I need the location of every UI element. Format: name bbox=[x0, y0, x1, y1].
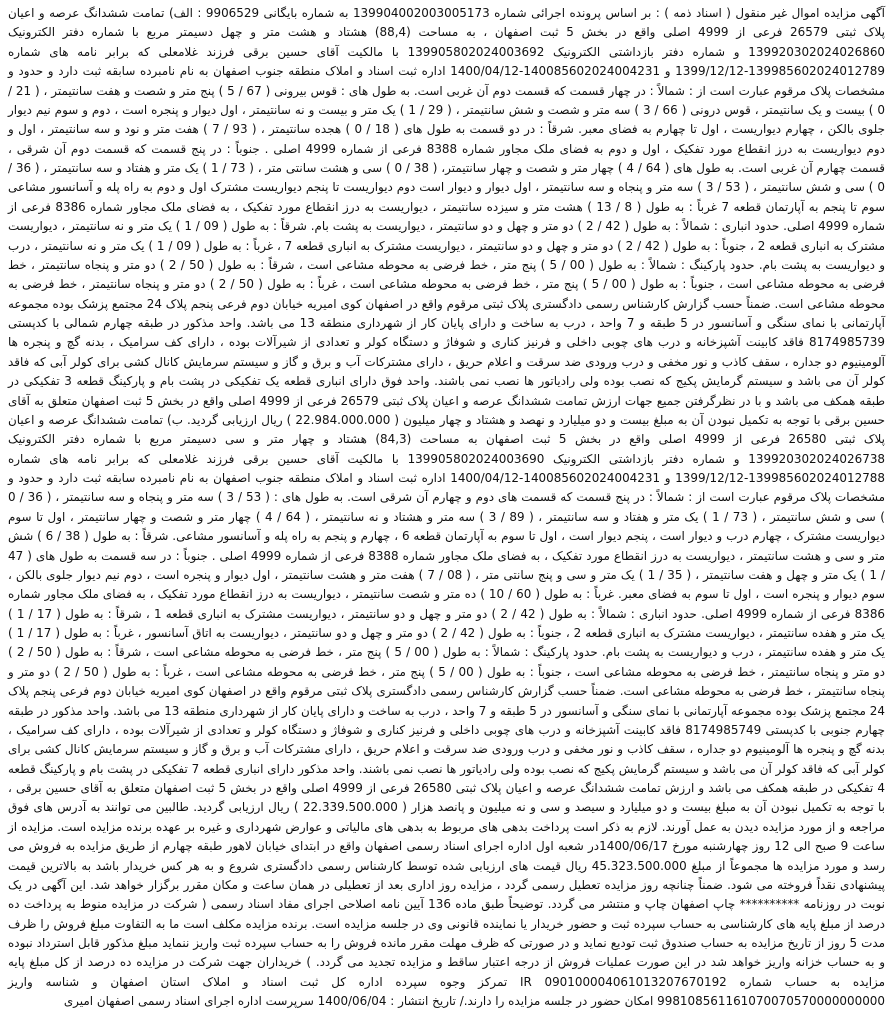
notice-paragraph: آگهی مزایده اموال غیر منقول ( اسناد ذمه ) : بر اساس پرونده اجرائی شماره 139904002003005173 به شماره بایگانی 9906529 : الف) تمامت ششدانگ عرصه و اعیان پلاک ثبتی 26579 فرعی از 4999 اصلی واقع در بخش 5 ثبت اصفهان ، به مساحت (88,4) هشتاد و هشت متر و چهل دسیمتر مربع با شماره دفتر الکترونیک 139920302024026860 و شماره دفتر بازداشتی الکترونیک 139905802024003692 با مالکیت آقای حسین برقی فرزند غلامعلی که برابر نامه های شماره 139985602024012789-1399/12/12 و 140085602024004231-1400/04/12 اداره ثبت اسناد و املاک منطقه جنوب اصفهان به نام نامبرده سابقه ثبت دارد و حدود و مشخصات پلاک مرقوم عبارت است از : شمالاً : در چهار قسمت که قسمت دوم آن غربی است. به طول های : قوس بیرونی ( 67 / 5 ) پنج متر و شصت و هفت سانتیمتر ، ( 21 / 0 ) بیست و یک سانتیمتر ، قوس درونی ( 66 / 3 ) سه متر و شصت و شش سانتیمتر ، ( 29 / 1 ) یک متر و بیست و نه سانتیمتر ، اول دیوار و پنجره است ، دوم و سوم نیم دیوار جلوی بالکن ، چهارم دیواریست ، اول تا چهارم به فضای معبر. شرقاً : در دو قسمت به طول های ( 18 / 0 ) هجده سانتیمتر ، ( 93 / 7 ) هفت متر و نود و سه سانتیمتر ، اول و دوم دیواریست به درز انقطاع مورد تفکیک ، اول و دوم به فضای ملک مجاور شماره 8388 فرعی از شماره 4999 اصلی . جنوباً : در پنج قسمت که قسمت دوم آن شرقی ، قسمت چهارم آن غربی است. به طول های ( 64 / 4 ) چهار متر و شصت و چهار سانتیمتر، ( 38 / 0 ) سی و هشت سانتی متر ، ( 73 / 1 ) یک متر و هفتاد و سه سانتیمتر ، ( 36 / 0 ) سی و شش سانتیمتر ، ( 53 / 3 ) سه متر و پنجاه و سه سانتیمتر ، اول دیوار و دیوار است دوم دیواریست تا پنجم دیواریست مشترک اول و دوم به راه پله و آسانسور مشاعی سوم تا پنجم به آپارتمان قطعه 7 غرباً : به طول ( 8 / 13 ) هشت متر و سیزده سانتیمتر ، دیواریست به درز انقطاع مورد تفکیک ، به فضای ملک مجاور شماره 8386 فرعی از شماره 4999 اصلی. حدود انباری : شمالاً : به طول ( 42 / 2 ) دو متر و چهل و دو سانتیمتر ، دیواریست به پشت بام. شرقاً : به طول ( 09 / 1 ) یک متر و نه سانتیمتر ، دیواریست مشترک به انباری قطعه 2 ، جنوباً : به طول ( 42 / 2 ) دو متر و چهل و دو سانتیمتر ، دیواریست مشترک به انباری قطعه 7 ، غرباً : به طول ( 09 / 1 ) یک متر و نه سانتیمتر ، درب و دیواریست به پشت بام. حدود پارکینگ : شمالاً : به طول ( 00 / 5 ) پنج متر ، خط فرضی به محوطه مشاعی است ، شرقاً : به طول ( 50 / 2 ) دو متر و پنجاه سانتیمتر ، خط فرضی به محوطه مشاعی است ، جنوباً : به طول ( 00 / 5 ) پنج متر ، خط فرضی به محوطه مشاعی است ، غرباً : به طول ( 50 / 2 ) دو متر و پنجاه سانتیمتر ، خط فرضی به محوطه مشاعی است. ضمناً حسب گزارش کارشناس رسمی دادگستری پلاک ثبتی مرقوم واقع در اصفهان کوی امیریه خیابان دوم فرعی پنجم پلاک 24 مجتمع پزشک بوده مجموعه آپارتمانی با نمای سنگی و آسانسور در 5 طبقه و 7 واحد ، درب به ساخت و دارای پایان کار از شهرداری منطقه 13 می باشد. واحد مذکور در طبقه چهارم شمالی با کدپستی 8174985739 فاقد کابینت آشپزخانه و درب های چوبی داخلی و فرنیز کناری و شوفاژ و دستگاه کولر و تعدادی از شیرآلات بوده ، دارای کف سرامیک ، بدنه گچ و پنجره ها آلومینیوم دو جداره ، سقف کاذب و نور مخفی و درب ورودی ضد سرقت و اعلام حریق ، دارای مشترکات آب و برق و گاز و سیستم سرمایش کانال کشی برای کولر آبی که فاقد کولر آن می باشد و سیستم گرمایش پکیج که نصب بوده ولی رادیاتور ها نصب نمی باشند. واحد فوق دارای انباری قطعه یک تفکیکی در پشت بام و پارکینگ قطعه 3 تفکیکی در طبقه همکف می باشد و با در نظرگرفتن جمیع جهات ارزش تمامت ششدانگ عرصه و اعیان پلاک ثبتی 26579 فرعی از 4999 اصلی واقع در بخش 5 ثبت اصفهان متعلق به آقای حسین برقی با توجه به تکمیل نبودن آن به مبلغ بیست و دو میلیارد و نهصد و هشتاد و چهار میلیون ( 22.984.000.000 ) ریال ارزیابی گردید. ب) تمامت ششدانگ عرصه و اعیان پلاک ثبتی 26580 فرعی از 4999 اصلی واقع در بخش 5 ثبت اصفهان به مساحت (84,3) هشتاد و چهار متر و سی دسیمتر مربع با شماره دفتر الکترونیک 139920302024026738 و شماره دفتر بازداشتی الکترونیک 139905802024003690 با مالکیت آقای حسین برقی فرزند غلامعلی که برابر نامه های شماره 139985602024012788-1399/12/12 و 140085602024004231-1400/04/12 اداره ثبت اسناد و املاک منطقه جنوب اصفهان به نام نامبرده سابقه ثبت دارد و حدود و مشخصات پلاک مرقوم عبارت است از : شمالاً : در پنج قسمت که قسمت های دوم و چهارم آن شرقی است. به طول های : ( 53 / 3 ) سه متر و پنجاه و سه سانتیمتر ، ( 36 / 0 ) سی و شش سانتیمتر ، ( 73 / 1 ) یک متر و هفتاد و سه سانتیمتر ، ( 89 / 3 ) سه متر و هشتاد و نه سانتیمتر ، ( 64 / 4 ) چهار متر و شصت و چهار سانتیمتر ، اول تا سوم دیواریست مشترک ، چهارم درب و دیوار است ، پنجم دیوار است ، اول تا سوم به آپارتمان قطعه 6 ، چهارم و پنجم به راه پله و آسانسور مشاعی. شرقاً : به طول ( 38 / 6 ) شش متر و سی و هشت سانتیمتر ، دیواریست به درز انقطاع مورد تفکیک ، به فضای ملک مجاور شماره 8388 فرعی از شماره 4999 اصلی . جنوباً : در سه قسمت به طول های ( 47 / 1 ) یک متر و چهل و هفت سانتیمتر ، ( 35 / 1 ) یک متر و سی و پنج سانتی متر ، ( 08 / 7 ) هفت متر و هشت سانتیمتر ، اول دیوار و پنجره است ، دوم نیم دیوار جلوی بالکن ، سوم دیوار و پنجره است ، اول تا سوم به فضای معبر. غرباً : به طول ( 60 / 10 ) ده متر و شصت سانتیمتر ، دیواریست به درز انقطاع مورد تفکیک ، به فضای ملک مجاور شماره 8386 فرعی از شماره 4999 اصلی. حدود انباری : شمالاً : به طول ( 42 / 2 ) دو متر و چهل و دو سانتیمتر ، دیواریست مشترک به انباری قطعه 1 ، شرقاً : به طول ( 17 / 1 ) یک متر و هفده سانتیمتر ، دیواریست مشترک به انباری قطعه 2 ، جنوباً : به طول ( 42 / 2 ) دو متر و چهل و دو سانتیمتر ، دیواریست به اتاق آسانسور ، غرباً : به طول ( 17 / 1 ) یک متر و هفده سانتیمتر ، درب و دیواریست به پشت بام. حدود پارکینگ : شمالاً : به طول ( 00 / 5 ) پنج متر ، خط فرضی به محوطه مشاعی است ، شرقاً : به طول ( 50 / 2 ) دو متر و پنجاه سانتیمتر ، خط فرضی به محوطه مشاعی است ، جنوباً : به طول ( 00 / 5 ) پنج متر ، خط فرضی به محوطه مشاعی است ، غرباً : به طول ( 50 / 2 ) دو متر و پنجاه سانتیمتر ، خط فرضی به محوطه مشاعی است. ضمناً حسب گزارش کارشناس رسمی دادگستری پلاک ثبتی مرقوم واقع در اصفهان کوی امیریه خیابان دوم فرعی پنجم پلاک 24 مجتمع پزشک بوده مجموعه آپارتمانی با نمای سنگی و آسانسور در 5 طبقه و 7 واحد ، درب به ساخت و دارای پایان کار از شهرداری منطقه 13 می باشد. واحد مذکور در طبقه چهارم جنوبی با کدپستی 8174985749 فاقد کابینت آشپزخانه و درب های چوبی داخلی و فرنیز کناری و شوفاژ و دستگاه کولر و تعدادی از شیرآلات بوده ، دارای کف سرامیک ، بدنه گچ و پنجره ها آلومینیوم دو جداره ، سقف کاذب و نور مخفی و درب ورودی ضد سرقت و اعلام حریق ، دارای مشترکات آب و برق و گاز و سیستم سرمایش کانال کشی برای کولر آبی که فاقد کولر آن می باشد و سیستم گرمایش پکیج که نصب بوده ولی رادیاتور ها نصب نمی باشند. واحد مذکور دارای انباری قطعه 7 تفکیکی در پشت بام و پارکینگ قطعه 4 تفکیکی در طبقه همکف می باشد و ارزش تمامت ششدانگ عرصه و اعیان پلاک ثبتی 26580 فرعی از 4999 اصلی واقع در بخش 5 ثبت اصفهان متعلق به آقای حسین برقی ، با توجه به تکمیل نبودن آن به مبلغ بیست و دو میلیارد و سیصد و سی و نه میلیون و پانصد هزار ( 22.339.500.000 ) ریال ارزیابی گردید. طالبین می توانند به آدرس های فوق مراجعه و از مورد مزایده دیدن به عمل آورند. لازم به ذکر است پرداخت بدهی های مربوط به بدهی های مالیاتی و عوارض شهرداری و غیره بر عهده برنده مزایده است. مزایده از ساعت 9 صبح الی 12 روز چهارشنبه مورخ 1400/06/17در شعبه اول اداره اجرای اسناد رسمی اصفهان واقع در ابتدای خیابان لاهور طبقه چهارم از طریق مزایده به فروش می رسد و مورد مزایده ها مجموعاً از مبلغ 45.323.500.000 ریال قیمت های ارزیابی شده توسط کارشناس رسمی دادگستری شروع و به هر کس خریدار باشد به بالاترین قیمت پیشنهادی نقداً فروخته می شود. ضمناً چنانچه روز مزایده تعطیل رسمی گردد ، مزایده روز اداری بعد از تعطیلی در همان ساعت و مکان مقرر برگزار خواهد شد. این آگهی در یک نوبت در روزنامه ********** چاپ اصفهان چاپ و منتشر می گردد. توضیحاً طبق ماده 136 آیین نامه اصلاحی اجرای مفاد اسناد رسمی ( شرکت در مزایده منوط به پرداخت ده درصد از مبلغ پایه های کارشناسی به حساب سپرده ثبت و حضور خریدار یا نماینده قانونی وی در جلسه مزایده است. برنده مزایده مکلف است ما به التفاوت مبلغ فروش را ظرف مدت 5 روز از تاریخ مزایده به حساب صندوق ثبت تودیع نماید و در صورتی که ظرف مهلت مقرر مانده فروش را به حساب سپرده ثبت واریز ننماید مبلغ مذکور قابل استرداد نبوده و به حساب خزانه واریز خواهد شد در این صورت عملیات فروش از درجه اعتبار ساقط و مزایده تجدید می گردد. ) خریداران جهت شرکت در مزایده ده درصد از کل مبلغ پایه مزایده به حساب شماره IR 090100004061013207670192 تمرکز وجوه سپرده اداره کل ثبت اسناد و املاک استان اصفهان و شناسه واریز 998108561161070070570000000000 امکان حضور در جلسه مزایده را دارند./ تاریخ انتشار : 1400/06/04 سرپرست اداره اجرای اسناد رسمی اصفهان امیری bbox=[8, 6, 886, 1009]
